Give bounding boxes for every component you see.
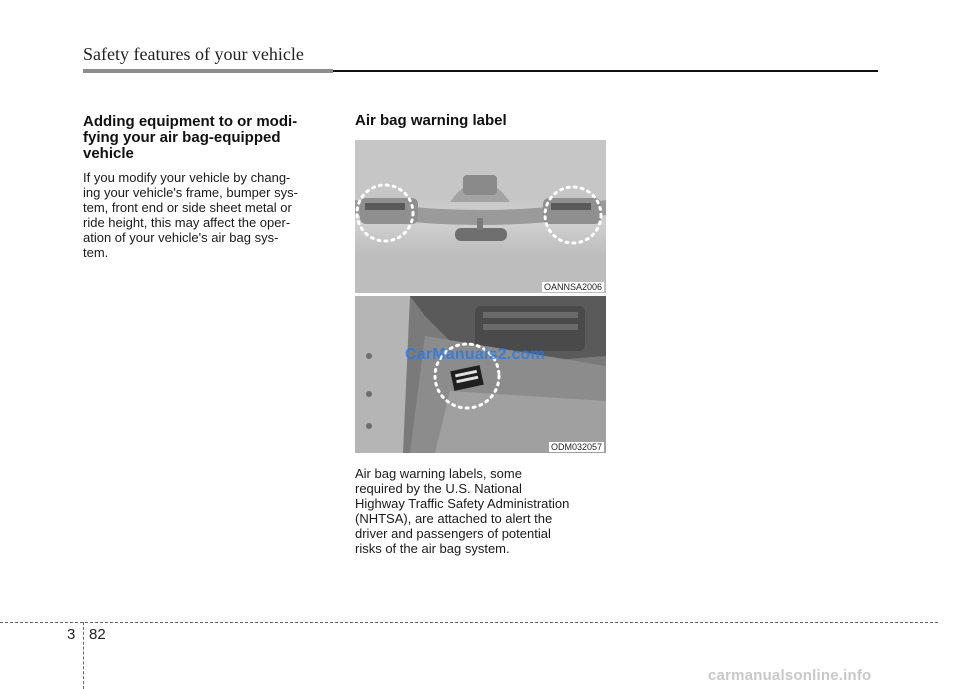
right-body-line: required by the U.S. National bbox=[355, 481, 522, 496]
section-number: 3 bbox=[67, 626, 76, 643]
right-body-line: Highway Traffic Safety Administration bbox=[355, 496, 570, 511]
right-body-line: (NHTSA), are attached to alert the bbox=[355, 511, 553, 526]
site-watermark: carmanualsonline.info bbox=[708, 667, 872, 684]
footer-rule bbox=[0, 622, 938, 623]
right-body-text bbox=[355, 466, 605, 556]
left-heading bbox=[83, 114, 333, 162]
header-rule bbox=[333, 70, 878, 72]
sun-visor-figure bbox=[355, 140, 606, 293]
dashboard-illustration bbox=[355, 296, 606, 453]
page-number: 82 bbox=[89, 626, 106, 643]
left-body-text bbox=[83, 170, 334, 260]
left-body-line: ation of your vehicle's air bag sys- bbox=[83, 230, 279, 245]
right-body-line: risks of the air bag system. bbox=[355, 541, 510, 556]
right-body-line: driver and passengers of potential bbox=[355, 526, 551, 541]
right-heading: Air bag warning label bbox=[355, 112, 507, 129]
left-heading-line: fying your air bag-equipped bbox=[83, 129, 281, 146]
footer-divider bbox=[83, 622, 84, 689]
sun-visor-illustration bbox=[355, 140, 606, 293]
figure-code: ODM032057 bbox=[550, 442, 602, 452]
left-body-line: ing your vehicle's frame, bumper sys- bbox=[83, 185, 298, 200]
dashboard-figure bbox=[355, 296, 606, 453]
header-rule-accent bbox=[83, 69, 333, 73]
section-title: Safety features of your vehicle bbox=[83, 44, 304, 64]
left-body-line: ride height, this may affect the oper- bbox=[83, 215, 291, 230]
left-body-line: tem. bbox=[83, 245, 109, 260]
left-body-line: If you modify your vehicle by chang- bbox=[83, 170, 291, 185]
watermark: CarManuals2.com bbox=[405, 346, 545, 363]
figure-code: OANNSA2006 bbox=[543, 282, 602, 292]
left-body-line: tem, front end or side sheet metal or bbox=[83, 200, 292, 215]
left-heading-line: Adding equipment to or modi- bbox=[83, 113, 298, 130]
left-heading-line: vehicle bbox=[83, 145, 134, 162]
right-body-line: Air bag warning labels, some bbox=[355, 466, 522, 481]
